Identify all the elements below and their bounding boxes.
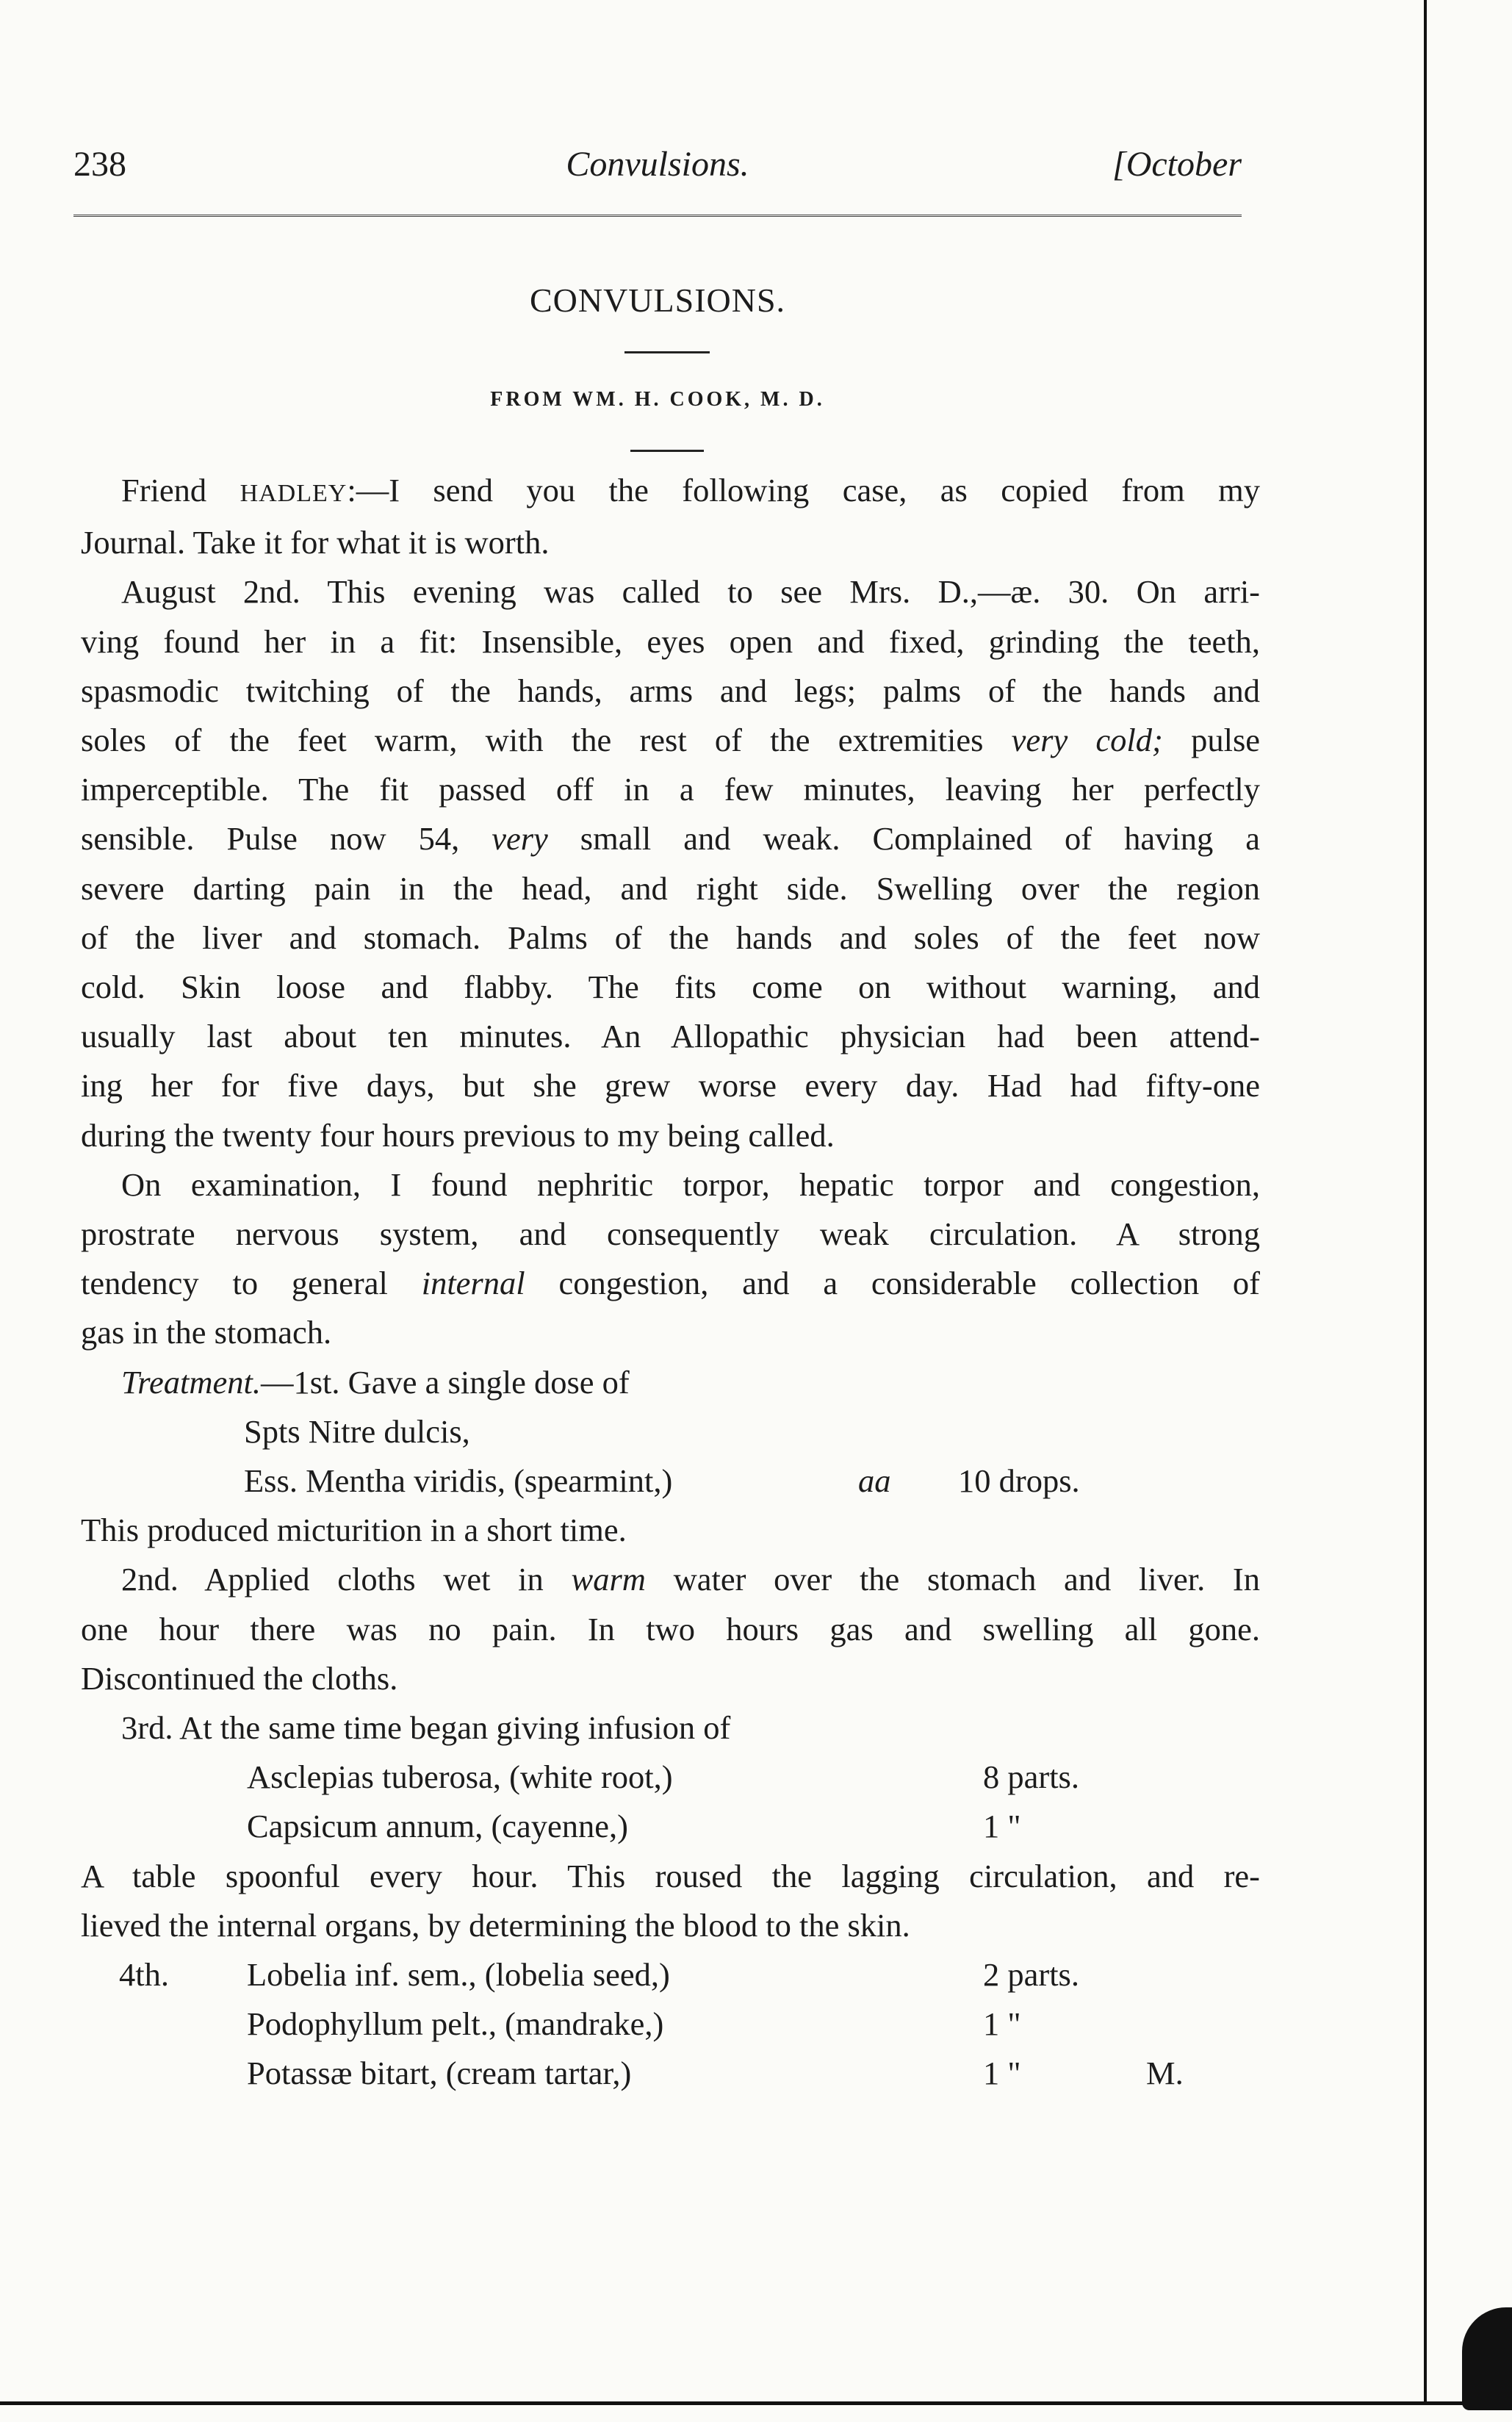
text-line: cold. Skin loose and flabby. The fits come on without warning, and [81,969,1260,1006]
text-line: lieved the internal organs, by determining the blood to the skin. [81,1906,910,1944]
text-line: gas in the stomach. [81,1314,332,1351]
treatment-heading: Treatment.—1st. Gave a single dose of [121,1363,630,1401]
addressee-name: HADLEY [240,480,348,507]
text-line: one hour there was no pain. In two hours gas and swelling all gone. [81,1610,1260,1647]
text-line: sensible. Pulse now 54, very small and weak. Complained of having a [81,820,1260,858]
text-line: August 2nd. This evening was called to see Mrs. D.,—æ. 30. On arri- [121,573,1260,611]
text-line: 3rd. At the same time began giving infusion of [121,1709,731,1747]
text-line: On examination, I found nephritic torpor, hepatic torpor and congestion, [121,1165,1260,1203]
step-label: 4th. [119,1956,169,1994]
treatment-label: Treatment. [121,1363,261,1401]
prescription-line: Asclepias tuberosa, (white root,) 8 parts. [247,1758,1080,1796]
running-month: [October [1112,145,1242,184]
page-edge-shadow [1424,0,1427,2403]
running-title: Convulsions. [566,145,749,184]
text-line: spasmodic twitching of the hands, arms and legs; palms of the hands and [81,672,1260,709]
text-line: Journal. Take it for what it is worth. [81,524,550,561]
running-header [73,144,1242,188]
prescription-line: Capsicum annum, (cayenne,) 1 " [247,1808,1021,1845]
prescription-line: Podophyllum pelt., (mandrake,) 1 " [247,2005,1021,2043]
text-line: ing her for five days, but she grew worse every day. Had had fifty-one [81,1067,1260,1104]
prescription-line: Potassæ bitart, (cream tartar,) 1 " M. [247,2055,1184,2092]
page-corner-shadow [1462,2307,1512,2410]
header-rule [73,215,1242,217]
text-line: ving found her in a fit: Insensible, eyes open and fixed, grinding the teeth, [81,622,1260,660]
text-line: of the liver and stomach. Palms of the hands and soles of the feet now [81,919,1260,956]
text-line: soles of the feet warm, with the rest of the extremities very cold; pulse [81,722,1261,759]
prescription-line: Ess. Mentha viridis, (spearmint,) aa 10 drops. [244,1462,1080,1500]
text-line: imperceptible. The fit passed off in a few minutes, leaving her perfectly [81,771,1260,808]
text-line: severe darting pain in the head, and right side. Swelling over the region [81,869,1260,907]
byline-rule [630,450,704,452]
letter-salutation-line: Friend HADLEY:—I send you the following case, as copied from my [121,472,1260,509]
article-title: CONVULSIONS. [529,281,786,319]
text-line: during the twenty four hours previous to my being called. [81,1116,835,1154]
title-rule [624,351,710,353]
text-line: A table spoonful every hour. This roused the lagging circulation, and re- [81,1857,1260,1894]
text-line: tendency to general internal congestion, and a considerable collection of [81,1265,1260,1302]
page-number: 238 [73,145,126,184]
text-line: prostrate nervous system, and consequently weak circulation. A strong [81,1215,1260,1253]
text-line: This produced micturition in a short time. [81,1512,627,1549]
byline: FROM WM. H. COOK, M. D. [490,388,825,411]
prescription-line: Spts Nitre dulcis, [244,1412,470,1450]
text-line: Discontinued the cloths. [81,1659,398,1697]
text-line: usually last about ten minutes. An Allopathic physician had been attend- [81,1018,1260,1055]
article-body [81,466,1260,2099]
text-line: 2nd. Applied cloths wet in warm water over the stomach and liver. In [121,1561,1260,1598]
prescription-line: 4th. Lobelia inf. sem., (lobelia seed,) 2 parts. [81,1950,1260,1999]
page-bottom-edge [0,2401,1512,2405]
